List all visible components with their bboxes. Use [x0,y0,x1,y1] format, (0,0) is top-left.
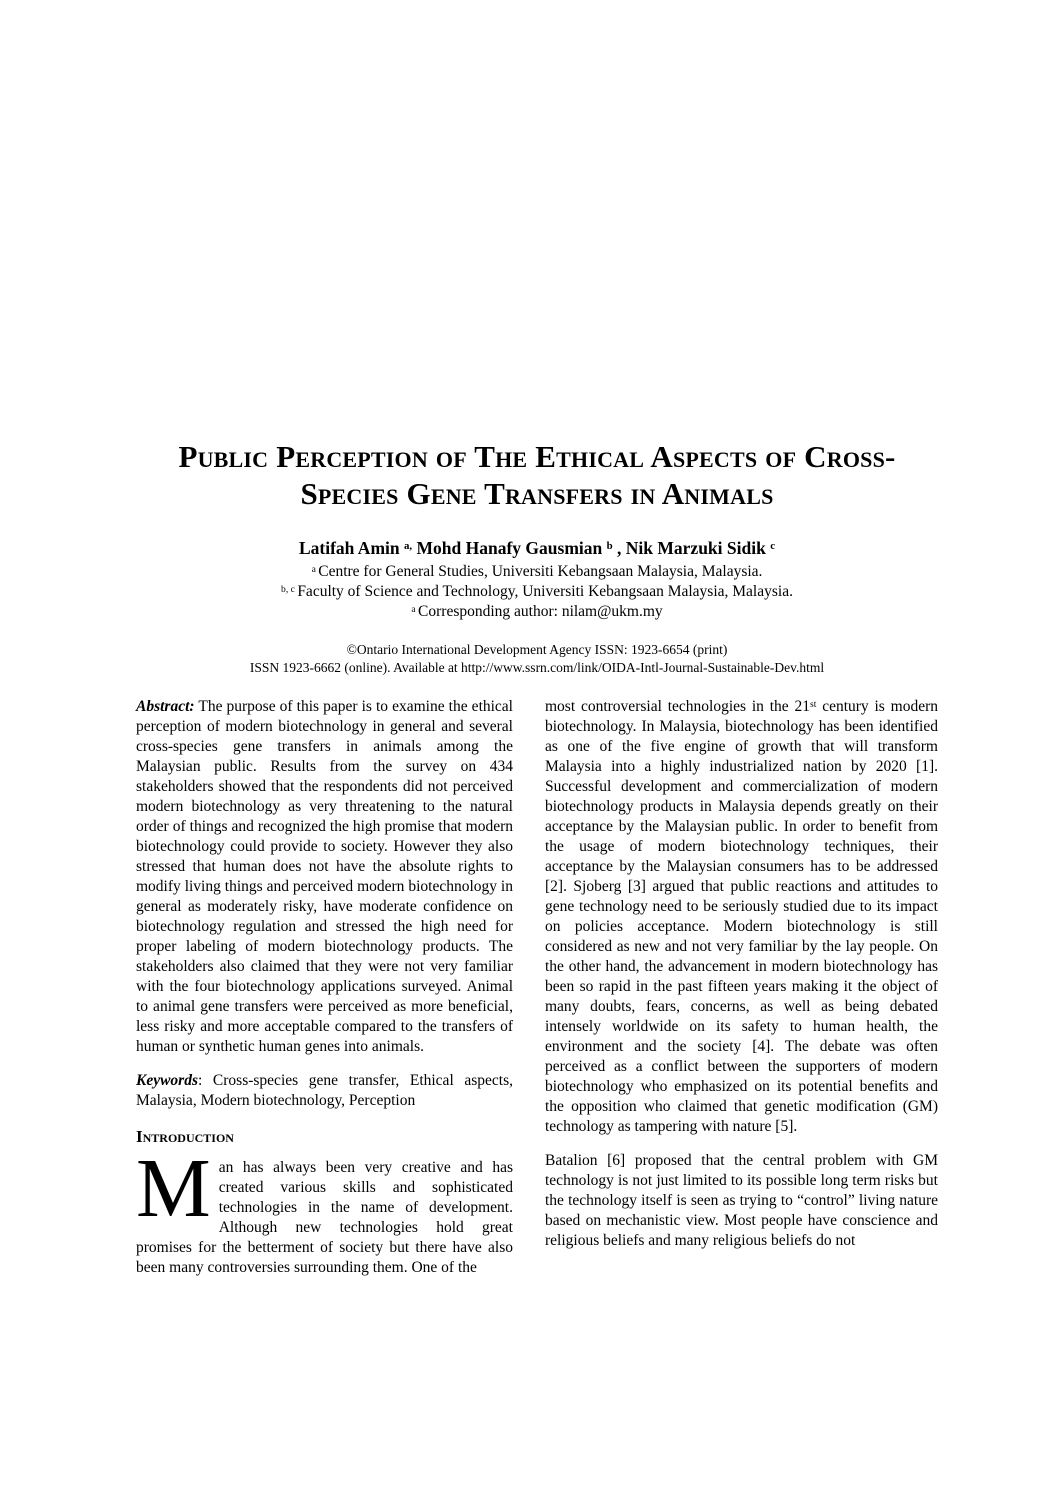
body-paragraph-1-pre: most controversial technologies in the 21 [545,698,810,715]
affiliation-1-sup: a [311,563,319,575]
affiliation-1 [136,562,938,582]
author-3-sup: c [770,540,776,553]
paper-content [136,438,938,1278]
body-paragraph-1 [545,697,938,1137]
introduction-heading: Introduction [136,1127,234,1146]
body-paragraph-1-post: century is modern biotechnology. In Malaysia, biotechnology has been identified as one of the five engine of growth that will transform Malaysia into a highly industrialized nation by 2020 [1]. Successful development and commercialization of modern biotechnology products in Malaysia depends greatly on their acceptance by the Malaysian public. In order to benefit from the usage of modern biotechnology techniques, their acceptance by the Malaysian consumers has to be addressed [2]. Sjoberg [3] argued that public reactions and attitudes to gene technology need to be seriously studied due to its impact on policies acceptance. Modern biotechnology is still considered as new and not very familiar by the lay people. On the other hand, the advancement in modern biotechnology has been so rapid in the past fifteen years making it the object of many doubts, fears, concerns, as well as being debated intensely worldwide on its safety to human health, the environment and the society [4]. The debate was often perceived as a conflict between the supporters of modern biotechnology who emphasized on its potential benefits and the opposition who claimed that genetic modification (GM) technology as tampering with nature [5]. [545,698,939,1135]
introduction-paragraph [136,1142,513,1278]
affiliation-2 [136,582,938,602]
author-line [136,537,938,559]
corresponding-author [136,602,938,622]
paper-title-line2: Species Gene Transfers in Animals [300,476,774,511]
author-1-sup: a, [404,540,413,553]
two-column-body [136,697,938,1278]
keywords-paragraph [136,1071,513,1111]
dropcap-m: M [136,1142,211,1235]
abstract-text: The purpose of this paper is to examine the ethical perception of modern biotechnology in general and several cross-species gene transfers in animals among the Malaysian public. Results from the survey on 434 stakeholders showed that the respondents did not perceived modern biotechnology as very threatening to the natural order of things and recognized the high promise that modern biotechnology could provide to society. However they also stressed that human does not have the absolute rights to modify living things and perceived modern biotechnology in general as moderately risky, have moderate confidence on biotechnology regulation and stressed the high need for proper labeling of modern biotechnology products. The stakeholders also claimed that they were not very familiar with the four biotechnology applications surveyed. Animal to animal gene transfers were perceived as more beneficial, less risky and more acceptable compared to the transfers of human or synthetic human genes into animals. [136,698,513,1055]
author-3-pre: , [612,538,626,558]
paper-title-line1: Public Perception of The Ethical Aspects of Cross- [178,439,896,474]
introduction-text: an has always been very creative and has created various skills and sophisticated technologies in the name of development. Although new technologies hold great promises for the betterment of society but there have also been many controversies surrounding them. One of the [136,1159,513,1276]
right-column [545,697,938,1278]
paper-title [136,438,938,512]
affiliation-2-sup: b, c [281,583,298,595]
body-paragraph-2: Batalion [6] proposed that the central problem with GM technology is not just limited to its possible long term risks but the technology itself is seen as trying to “control” living nature based on mechanistic view. Most people have conscience and religious beliefs and many religious beliefs do not [545,1152,938,1249]
abstract-paragraph [136,697,513,1057]
journal-issn-block [136,641,938,676]
author-3-name: Nik Marzuki Sidik [625,538,771,558]
ordinal-superscript: st [809,698,817,710]
author-1-name: Latifah Amin [298,538,404,558]
affiliation-1-text: Centre for General Studies, Universiti Kebangsaan Malaysia, Malaysia. [318,563,763,580]
issn-line1: ©Ontario International Development Agency ISSN: 1923-6654 (print) [346,642,728,657]
author-2-sup: b [606,540,613,553]
keywords-label: Keywords [136,1072,198,1089]
affiliations [136,562,938,622]
author-2-name: Mohd Hanafy Gausmian [416,538,607,558]
affiliation-2-text: Faculty of Science and Technology, Universiti Kebangsaan Malaysia, Malaysia. [297,583,793,600]
corresponding-author-text: Corresponding author: nilam@ukm.my [418,603,663,620]
keywords-text: : Cross-species gene transfer, Ethical aspects, Malaysia, Modern biotechnology, Perception [136,1072,513,1109]
abstract-label: Abstract: [136,698,195,715]
corresponding-author-sup: a [411,603,419,615]
issn-line2: ISSN 1923-6662 (online). Available at http://www.ssrn.com/link/OIDA-Intl-Journal-Sustainable-Dev.html [249,659,825,675]
left-column [136,697,513,1278]
